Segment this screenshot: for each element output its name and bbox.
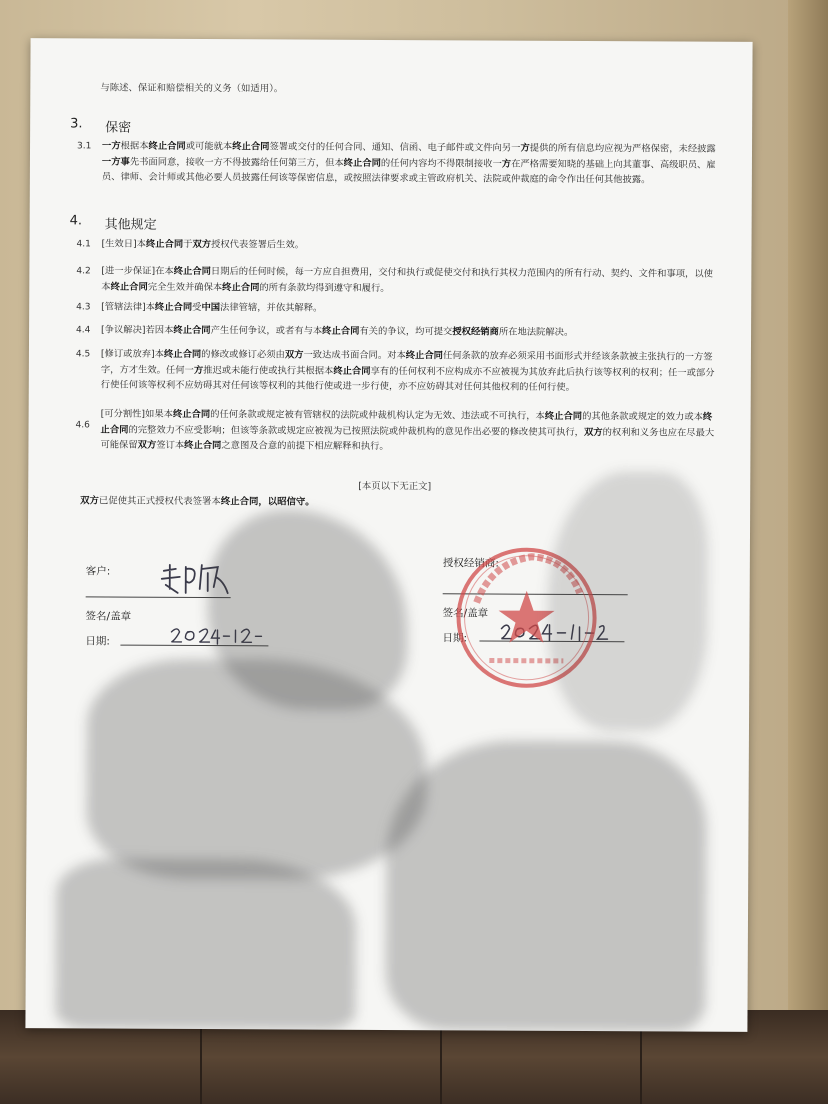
section-4-number: 4. bbox=[69, 213, 83, 229]
contract-page bbox=[25, 38, 752, 1032]
dealer-date-label: 日期: bbox=[442, 632, 468, 645]
phone-shadow bbox=[86, 658, 427, 880]
witness-clause: 双方已促使其正式授权代表签署本终止合同，以昭信守。 bbox=[80, 495, 315, 508]
dealer-label: 授权经销商: bbox=[442, 557, 499, 570]
section-3-number: 3. bbox=[70, 116, 83, 132]
clause-4-3-number: 4.3 bbox=[76, 302, 91, 313]
clause-4-1-number: 4.1 bbox=[76, 239, 91, 250]
dealer-sign-label: 签名/盖章 bbox=[442, 607, 489, 620]
clause-4-2-number: 4.2 bbox=[76, 266, 91, 277]
clause-4-2-text: [进一步保证]在本终止合同日期后的任何时候，每一方应自担费用，交付和执行或促使交付和执行其权力范围内的所有行动、契约、文件和事项，以使本终止合同完全生效并确保本终止合同的所有条款均得到遵守和履行。 bbox=[101, 265, 713, 294]
clause-4-4-number: 4.4 bbox=[76, 325, 91, 336]
customer-sign-label: 签名/盖章 bbox=[85, 610, 132, 623]
clause-4-1-text: [生效日]本终止合同于双方授权代表签署后生效。 bbox=[101, 238, 305, 251]
clause-4-3-text: [管辖法律]本终止合同受中国法律管辖，并依其解释。 bbox=[101, 301, 323, 314]
customer-label: 客户: bbox=[85, 565, 111, 578]
arm-shadow bbox=[55, 858, 356, 1030]
clause-3-1-text: 一方根据本终止合同或可能就本终止合同签署或交付的任何合同、通知、信函、电子邮件或文件向另一方提供的所有信息均应视为严格保密，未经披露一方事先书面同意，接收一方不得披露给任何第三方，但本终止合同的任何内容均不得限制接收一方在严格需要知晓的基础上向其董事、高级职员、雇员、律师、会计师或其他必要人员披露任何该等保密信息，或按照法律要求或主管政府机关、法院或仲裁庭的命令作出任何其他披露。 bbox=[101, 140, 716, 186]
section-3-title: 保密 bbox=[105, 120, 132, 136]
page-note: [本页以下无正文] bbox=[358, 480, 432, 493]
clause-4-4-text: [争议解决]若因本终止合同产生任何争议，或者有与本终止合同有关的争议，均可提交授权经销商所在地法院解决。 bbox=[101, 324, 574, 338]
right-shadow bbox=[547, 471, 708, 732]
clause-4-6-text: [可分割性]如果本终止合同的任何条款或规定被有管辖权的法院或仲裁机构认定为无效、违法或不可执行，本终止合同的其他条款或规定的效力或本终止合同的完整效力不应受影响；但该等条款或规定应被视为已按照法院或仲裁机构的意见作出必要的修改使其可执行，双方的权利和义务也应在尽最大可能保留双方签订本终止合同之意图及合意的前提下相应解释和执行。 bbox=[100, 408, 715, 452]
clause-4-6-number: 4.6 bbox=[75, 420, 90, 431]
clause-3-1-number: 3.1 bbox=[77, 141, 92, 152]
lower-shadow bbox=[385, 740, 707, 1032]
intro-line: 与陈述、保证和赔偿相关的义务（如适用）。 bbox=[100, 82, 284, 95]
clause-4-5-text: [修订或放弃]本终止合同的修改或修订必须由双方一致达成书面合同。对本终止合同任何条款的放弃必须采用书面形式并经该条款被主张执行的一方签字，方才生效。任何一方推迟或未能行使或执行其根据本终止合同享有的任何权利不应构成亦不应被视为其放弃此后执行该等权利的权利；任一或部分行使任何该等权利不应妨碍其对任何该等权利的其他行使或进一步行使，亦不应妨碍其对任何其他权利的任何行使。 bbox=[100, 348, 715, 393]
section-4-title: 其他规定 bbox=[104, 217, 157, 233]
clause-4-5-number: 4.5 bbox=[75, 349, 91, 360]
table-edge bbox=[788, 0, 828, 1010]
customer-date-label: 日期: bbox=[85, 635, 111, 648]
